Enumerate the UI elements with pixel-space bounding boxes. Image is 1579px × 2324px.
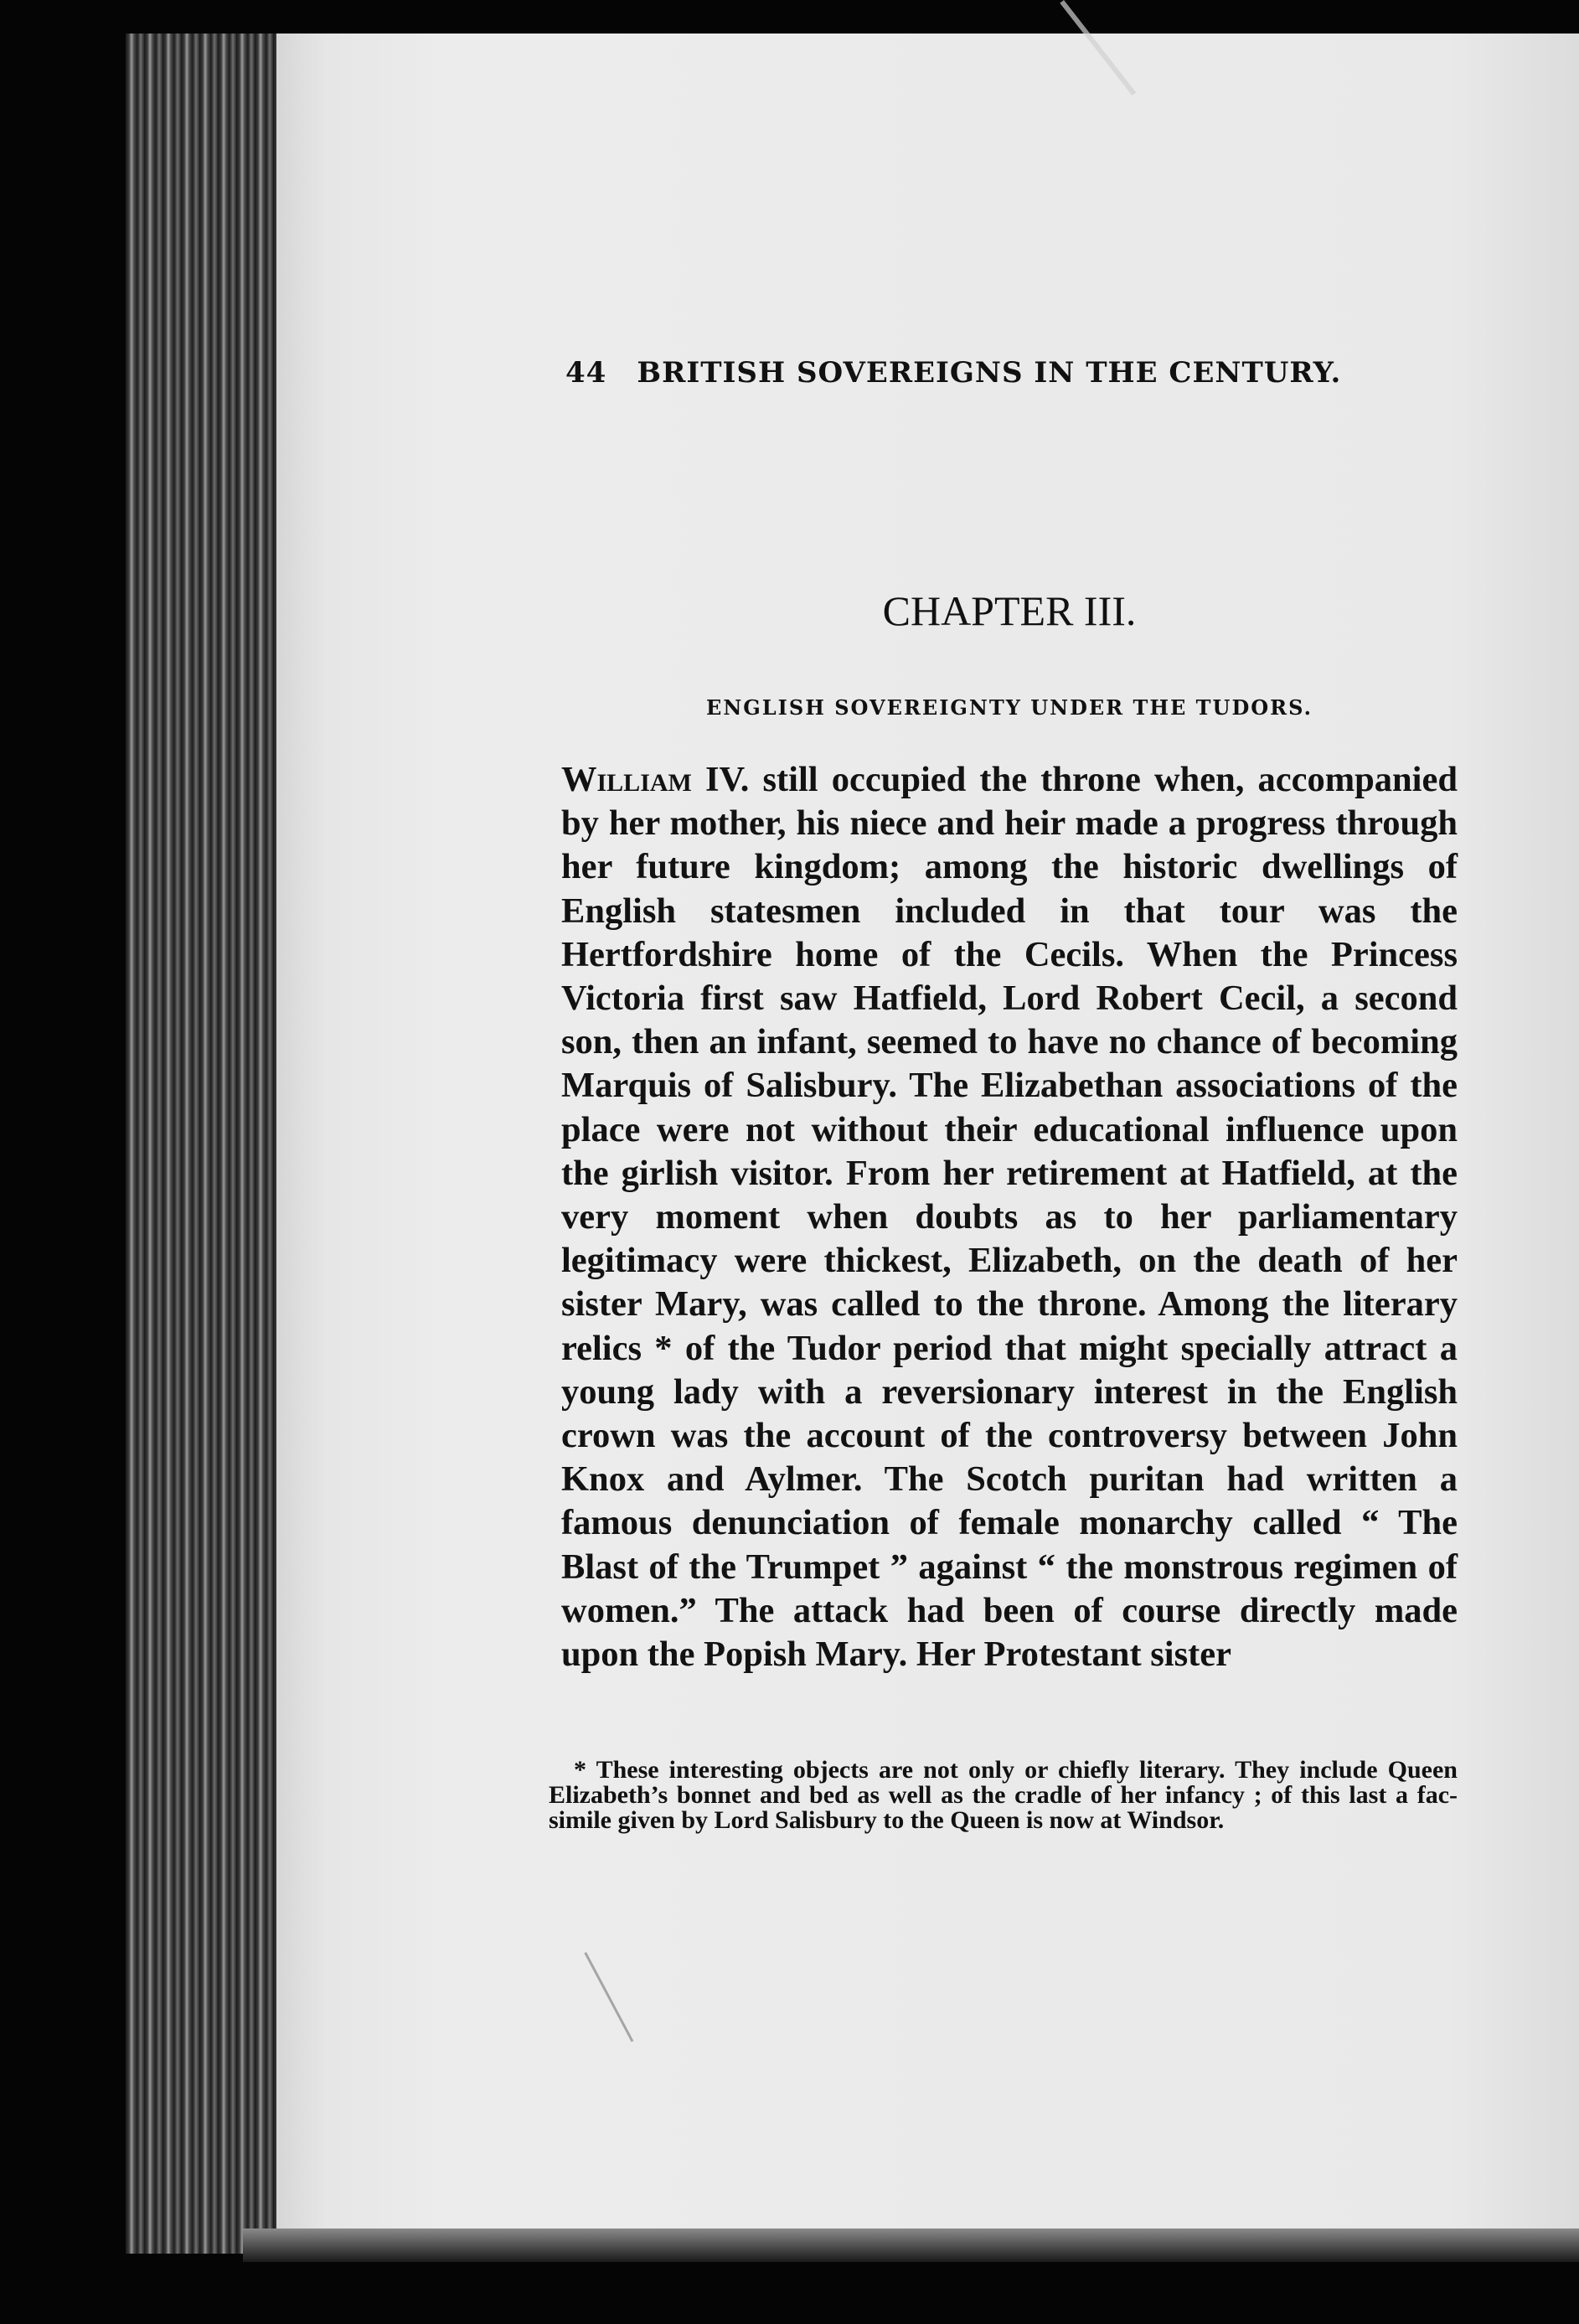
page-number: 44 bbox=[565, 356, 607, 390]
running-title: BRITISH SOVEREIGNS IN THE CENTURY. bbox=[637, 356, 1342, 390]
chapter-title: CHAPTER III. bbox=[882, 587, 1137, 634]
page-bottom-shadow bbox=[243, 2228, 1579, 2262]
chapter-subtitle: ENGLISH SOVEREIGNTY UNDER THE TUDORS. bbox=[706, 695, 1313, 720]
body-text: IV. still occupied the throne when, accompanied by her mother, his niece and heir made a progress through her future kingdom; among the historic dwellings of English statesmen included in that tour was the Hertfordshire home of the Cecils. When the Princess Victoria first saw Hatfield, Lord Robert Cecil, a second son, then an infant, seemed to have no chance of becoming Marquis of Salisbury. The Elizabethan associations of the place were not without their educational influence upon the girlish visitor. From her retirement at Hatfield, at the very moment when doubts as to her parliamentary legitimacy were thickest, Elizabeth, on the death of her sister Mary, was called to the throne. Among the literary relics * of the Tudor period that might specially attract a young lady with a reversionary interest in the English crown was the account of the controversy between John Knox and Aylmer. The Scotch puritan had written a famous denunciation of female monarchy called “ The Blast of the Trumpet ” against “ the monstrous regimen of women.” The attack had been of course directly made upon the Popish Mary. Her Protestant sister bbox=[561, 760, 1458, 1675]
running-head bbox=[565, 356, 1453, 390]
opening-word: William bbox=[561, 760, 692, 799]
book-page-edges bbox=[126, 34, 302, 2254]
body-paragraph bbox=[561, 758, 1458, 1676]
footnote: * These interesting objects are not only or chiefly literary. They include Queen Elizabeth’s bonnet and bed as well as the cradle of her infancy ; of this last a fac-simile given by Lord Salisbury to the Queen is now at Windsor. bbox=[549, 1756, 1458, 1834]
